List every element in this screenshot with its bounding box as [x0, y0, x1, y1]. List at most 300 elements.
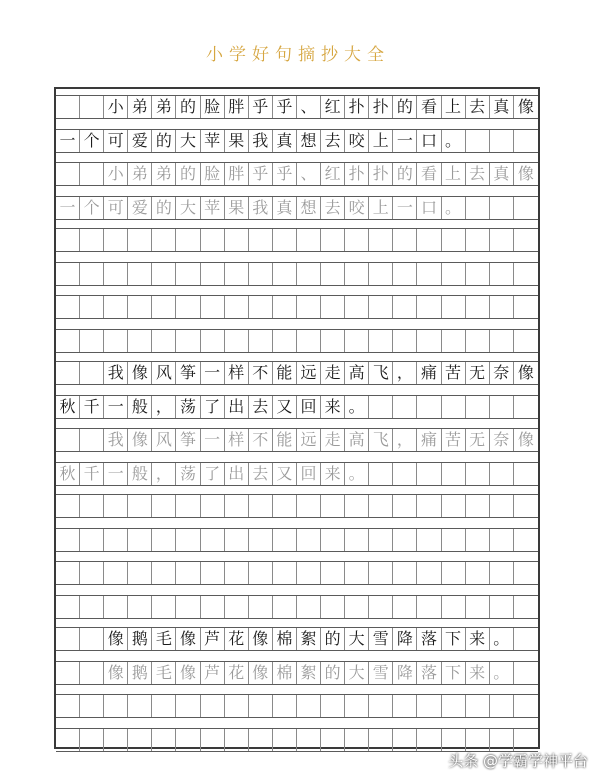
grid-cell: [490, 695, 514, 717]
grid-cell: [514, 562, 538, 584]
grid-cell: [417, 296, 441, 318]
grid-cell: 可: [104, 130, 128, 152]
grid-row: [56, 196, 538, 220]
grid-cell: 走: [321, 429, 345, 451]
grid-cell: [490, 263, 514, 285]
grid-cell: [514, 197, 538, 219]
grid-cell: 样: [225, 362, 249, 384]
grid-cell: 扑: [369, 163, 393, 185]
grid-cell: 荡: [176, 396, 200, 418]
grid-cell: 。: [490, 628, 514, 650]
grid-cell: [80, 429, 104, 451]
grid-cell: 风: [152, 429, 176, 451]
grid-cell: [393, 596, 417, 618]
grid-cell: 我: [104, 429, 128, 451]
grid-cell: [490, 495, 514, 517]
grid-cell: [128, 695, 152, 717]
grid-cell: [442, 596, 466, 618]
grid-cell: [249, 495, 273, 517]
grid-cell: 荡: [176, 463, 200, 485]
grid-cell: [201, 529, 225, 551]
grid-cell: [201, 695, 225, 717]
grid-cell: 筝: [176, 362, 200, 384]
grid-cell: 出: [225, 396, 249, 418]
grid-cell: [176, 495, 200, 517]
grid-cell: 咬: [345, 130, 369, 152]
grid-cell: 像: [128, 362, 152, 384]
grid-cell: [345, 695, 369, 717]
grid-row: [56, 129, 538, 153]
grid-cell: [466, 130, 490, 152]
grid-cell: [297, 296, 321, 318]
grid-cell: 上: [442, 96, 466, 118]
grid-cell: 乎: [273, 96, 297, 118]
grid-cell: ，: [393, 429, 417, 451]
grid-cell: [369, 562, 393, 584]
grid-cell: [369, 396, 393, 418]
grid-cell: [490, 463, 514, 485]
grid-cell: [417, 596, 441, 618]
grid-cell: [490, 296, 514, 318]
grid-cell: 走: [321, 362, 345, 384]
grid-cell: [321, 330, 345, 352]
grid-cell: [201, 562, 225, 584]
grid-cell: 小: [104, 163, 128, 185]
grid-cell: [104, 330, 128, 352]
grid-cell: [369, 729, 393, 751]
grid-cell: [128, 296, 152, 318]
grid-cell: [152, 229, 176, 251]
grid-cell: [56, 163, 80, 185]
grid-cell: 的: [393, 96, 417, 118]
grid-cell: 像: [517, 164, 534, 183]
grid-cell: [176, 296, 200, 318]
grid-cell: [201, 296, 225, 318]
grid-cell: [514, 330, 538, 352]
grid-cell: [417, 529, 441, 551]
grid-cell: 来: [466, 662, 490, 684]
grid-cell: [176, 229, 200, 251]
grid-cell: [152, 695, 176, 717]
grid-cell: [393, 296, 417, 318]
grid-cell: [466, 529, 490, 551]
grid-cell: [80, 628, 104, 650]
grid-cell: [514, 729, 538, 751]
grid-cell: [273, 296, 297, 318]
grid-cell: [466, 296, 490, 318]
grid-cell: [369, 695, 393, 717]
source-watermark: 头条 @学霸学神平台: [448, 752, 588, 770]
grid-cell: [514, 130, 538, 152]
grid-cell: 毛: [152, 662, 176, 684]
grid-cell: [56, 263, 80, 285]
grid-cell: [369, 229, 393, 251]
grid-cell: [80, 495, 104, 517]
grid-cell: 回: [297, 396, 321, 418]
grid-cell: 能: [273, 362, 297, 384]
grid-cell: [417, 695, 441, 717]
grid-cell: [56, 96, 80, 118]
grid-cell: 弟: [128, 96, 152, 118]
grid-cell: [249, 263, 273, 285]
page-title: 小学好句摘抄大全: [206, 45, 390, 65]
grid-cell: 出: [225, 463, 249, 485]
grid-cell: 秋: [56, 396, 80, 418]
grid-cell: [297, 529, 321, 551]
grid-cell: [152, 296, 176, 318]
grid-cell: 来: [321, 463, 345, 485]
grid-cell: [80, 529, 104, 551]
grid-cell: 一: [56, 130, 80, 152]
grid-cell: [417, 330, 441, 352]
grid-cell: 鹅: [128, 662, 152, 684]
grid-cell: [104, 495, 128, 517]
grid-cell: [442, 396, 466, 418]
grid-row: [56, 528, 538, 552]
grid-cell: 无: [466, 362, 490, 384]
grid-row: [56, 262, 538, 286]
grid-cell: [80, 163, 104, 185]
grid-cell: 又: [273, 396, 297, 418]
grid-cell: [514, 628, 538, 650]
grid-cell: 爱: [128, 130, 152, 152]
grid-cell: [490, 229, 514, 251]
grid-cell: 去: [321, 197, 345, 219]
grid-cell: [104, 529, 128, 551]
grid-cell: 像: [249, 628, 273, 650]
grid-cell: 飞: [369, 429, 393, 451]
grid-cell: 一: [393, 197, 417, 219]
grid-cell: 脸: [201, 163, 225, 185]
grid-cell: 的: [176, 163, 200, 185]
grid-cell: [297, 229, 321, 251]
grid-cell: 弟: [152, 163, 176, 185]
grid-cell: 远: [297, 362, 321, 384]
grid-cell: [442, 263, 466, 285]
grid-cell: 真: [490, 96, 514, 118]
grid-cell: 筝: [176, 429, 200, 451]
grid-cell: 落: [417, 628, 441, 650]
grid-cell: [514, 529, 538, 551]
grid-cell: [56, 628, 80, 650]
grid-cell: [104, 695, 128, 717]
grid-cell: [393, 729, 417, 751]
grid-cell: [442, 296, 466, 318]
grid-cell: [273, 229, 297, 251]
grid-cell: [466, 396, 490, 418]
grid-cell: 口: [417, 130, 441, 152]
grid-cell: [514, 662, 538, 684]
grid-cell: [80, 596, 104, 618]
grid-cell: [321, 495, 345, 517]
grid-cell: [176, 596, 200, 618]
grid-cell: 一: [393, 130, 417, 152]
grid-cell: [321, 296, 345, 318]
grid-cell: 。: [490, 662, 514, 684]
grid-cell: 像: [176, 662, 200, 684]
grid-cell: [56, 296, 80, 318]
grid-cell: 口: [417, 197, 441, 219]
grid-cell: [225, 330, 249, 352]
grid-cell: [466, 263, 490, 285]
grid-cell: 飞: [369, 362, 393, 384]
grid-cell: [273, 729, 297, 751]
grid-cell: [56, 229, 80, 251]
grid-cell: [442, 562, 466, 584]
grid-cell: [104, 263, 128, 285]
grid-cell: [80, 96, 104, 118]
grid-cell: [249, 229, 273, 251]
grid-cell: 千: [80, 463, 104, 485]
grid-cell: [297, 562, 321, 584]
grid-cell: [56, 529, 80, 551]
grid-cell: [128, 729, 152, 751]
grid-cell: 的: [152, 197, 176, 219]
grid-cell: 乎: [249, 163, 273, 185]
grid-cell: [176, 562, 200, 584]
grid-cell: 远: [297, 429, 321, 451]
grid-cell: [514, 463, 538, 485]
grid-cell: 脸: [201, 96, 225, 118]
grid-cell: 高: [345, 362, 369, 384]
grid-cell: [321, 263, 345, 285]
grid-cell: ，: [393, 362, 417, 384]
grid-cell: [345, 529, 369, 551]
grid-cell: [273, 562, 297, 584]
grid-cell: 大: [345, 662, 369, 684]
grid-cell: 苦: [442, 362, 466, 384]
grid-cell: 回: [297, 463, 321, 485]
grid-cell: 不: [249, 362, 273, 384]
grid-cell: [225, 729, 249, 751]
grid-cell: 像: [104, 662, 128, 684]
grid-cell: [393, 396, 417, 418]
grid-cell: [249, 529, 273, 551]
grid-cell: [321, 695, 345, 717]
grid-cell: 、: [297, 163, 321, 185]
grid-cell: 乎: [273, 163, 297, 185]
grid-cell: [466, 229, 490, 251]
grid-cell: [297, 596, 321, 618]
grid-cell: [176, 263, 200, 285]
grid-cell: [297, 695, 321, 717]
grid-cell: [225, 296, 249, 318]
writing-grid-sheet: [54, 87, 540, 749]
grid-cell: [490, 562, 514, 584]
grid-cell: [442, 495, 466, 517]
grid-row: [56, 361, 538, 385]
grid-cell: [297, 263, 321, 285]
grid-cell: [369, 529, 393, 551]
grid-cell: 芦: [201, 628, 225, 650]
grid-cell: 千: [80, 396, 104, 418]
grid-cell: 上: [442, 163, 466, 185]
grid-cell: 的: [152, 130, 176, 152]
grid-cell: 又: [273, 463, 297, 485]
grid-cell: ，: [152, 396, 176, 418]
grid-cell: [128, 529, 152, 551]
grid-cell: [152, 596, 176, 618]
grid-cell: [176, 330, 200, 352]
grid-cell: [56, 729, 80, 751]
grid-row: [56, 494, 538, 518]
grid-cell: 上: [369, 130, 393, 152]
grid-cell: [466, 596, 490, 618]
grid-cell: [80, 562, 104, 584]
grid-cell: [514, 596, 538, 618]
grid-cell: 弟: [128, 163, 152, 185]
grid-row: [56, 428, 538, 452]
grid-cell: 胖: [225, 96, 249, 118]
grid-cell: [466, 562, 490, 584]
grid-cell: 苦: [442, 429, 466, 451]
grid-cell: 苹: [201, 197, 225, 219]
grid-cell: [104, 729, 128, 751]
grid-cell: [201, 495, 225, 517]
grid-cell: 乎: [249, 96, 273, 118]
grid-cell: [417, 229, 441, 251]
grid-cell: 奈: [490, 429, 514, 451]
grid-cell: 胖: [225, 163, 249, 185]
grid-cell: 。: [442, 130, 466, 152]
grid-cell: [514, 495, 538, 517]
grid-cell: 降: [393, 662, 417, 684]
grid-cell: 痛: [417, 429, 441, 451]
grid-cell: [369, 463, 393, 485]
grid-row: [56, 162, 538, 186]
grid-cell: [297, 330, 321, 352]
grid-cell: 痛: [417, 362, 441, 384]
grid-cell: 咬: [345, 197, 369, 219]
grid-cell: 想: [297, 130, 321, 152]
grid-cell: 般: [128, 396, 152, 418]
grid-row: [56, 661, 538, 685]
grid-cell: [345, 296, 369, 318]
grid-cell: 花: [225, 628, 249, 650]
grid-cell: [369, 330, 393, 352]
grid-cell: [490, 396, 514, 418]
grid-cell: [393, 463, 417, 485]
grid-cell: [225, 229, 249, 251]
grid-cell: [249, 330, 273, 352]
grid-cell: 、: [297, 96, 321, 118]
grid-cell: 红: [321, 163, 345, 185]
grid-cell: 想: [297, 197, 321, 219]
grid-cell: 絮: [297, 628, 321, 650]
grid-cell: [56, 695, 80, 717]
grid-cell: [104, 229, 128, 251]
grid-row: [56, 329, 538, 353]
grid-cell: 看: [417, 163, 441, 185]
grid-cell: [442, 330, 466, 352]
grid-cell: 降: [393, 628, 417, 650]
grid-cell: 风: [152, 362, 176, 384]
grid-cell: [514, 695, 538, 717]
grid-cell: [490, 729, 514, 751]
grid-cell: 。: [442, 197, 466, 219]
grid-cell: [80, 330, 104, 352]
grid-cell: [56, 362, 80, 384]
grid-cell: 去: [466, 96, 490, 118]
grid-cell: [442, 463, 466, 485]
grid-cell: [369, 296, 393, 318]
grid-cell: 下: [442, 628, 466, 650]
grid-cell: [225, 695, 249, 717]
grid-cell: [273, 695, 297, 717]
grid-cell: 一: [104, 396, 128, 418]
grid-cell: [201, 330, 225, 352]
grid-cell: 鹅: [128, 628, 152, 650]
grid-cell: [273, 596, 297, 618]
grid-cell: 像: [517, 430, 534, 449]
grid-cell: [417, 463, 441, 485]
grid-cell: [273, 495, 297, 517]
grid-cell: 毛: [152, 628, 176, 650]
grid-cell: [273, 529, 297, 551]
grid-cell: [225, 562, 249, 584]
grid-cell: [297, 729, 321, 751]
grid-cell: [393, 330, 417, 352]
grid-cell: [128, 263, 152, 285]
grid-row: [56, 694, 538, 718]
grid-row: [56, 728, 538, 752]
grid-cell: [104, 296, 128, 318]
grid-cell: [345, 562, 369, 584]
grid-cell: 。: [345, 463, 369, 485]
grid-row: [56, 95, 538, 119]
grid-cell: 一: [201, 362, 225, 384]
grid-cell: [201, 596, 225, 618]
grid-cell: [345, 729, 369, 751]
grid-cell: [466, 695, 490, 717]
grid-cell: 的: [393, 163, 417, 185]
grid-cell: [80, 362, 104, 384]
grid-row: [56, 561, 538, 585]
grid-cell: 秋: [56, 463, 80, 485]
grid-cell: [273, 263, 297, 285]
grid-cell: 看: [417, 96, 441, 118]
grid-cell: 果: [225, 130, 249, 152]
grid-cell: 絮: [297, 662, 321, 684]
grid-cell: [514, 396, 538, 418]
grid-cell: 去: [249, 463, 273, 485]
grid-cell: 雪: [369, 628, 393, 650]
grid-row: [56, 462, 538, 486]
grid-row: [56, 395, 538, 419]
grid-cell: [466, 197, 490, 219]
grid-cell: [201, 729, 225, 751]
grid-cell: [393, 229, 417, 251]
grid-cell: 大: [345, 628, 369, 650]
grid-cell: [417, 396, 441, 418]
grid-cell: [176, 729, 200, 751]
grid-cell: [56, 596, 80, 618]
grid-cell: 我: [249, 197, 273, 219]
grid-cell: 像: [104, 628, 128, 650]
grid-cell: [80, 662, 104, 684]
grid-cell: [249, 296, 273, 318]
grid-cell: [128, 562, 152, 584]
grid-cell: [321, 596, 345, 618]
grid-cell: 真: [273, 197, 297, 219]
grid-cell: [80, 229, 104, 251]
grid-cell: [345, 263, 369, 285]
grid-cell: [201, 229, 225, 251]
grid-cell: [417, 495, 441, 517]
grid-cell: [176, 695, 200, 717]
grid-cell: [80, 695, 104, 717]
grid-cell: 的: [321, 628, 345, 650]
